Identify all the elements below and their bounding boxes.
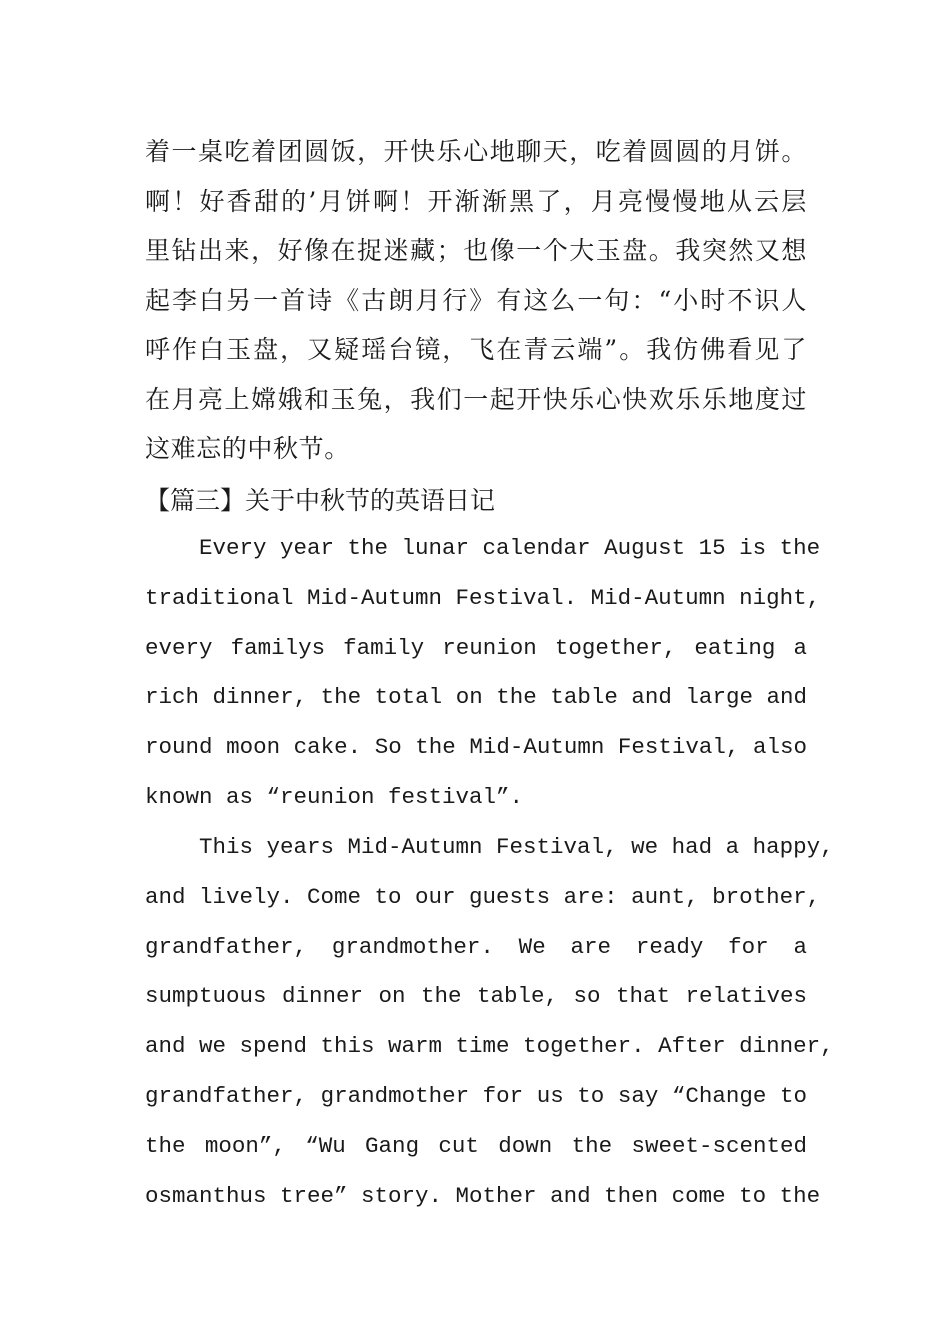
english-paragraph-2 [145,823,834,1221]
paragraph-line: the moon”, “Wu Gang cut down the sweet-scented [145,1132,807,1159]
paragraph-line: grandfather, grandmother. We are ready for a [145,933,807,960]
section-heading: 【篇三】关于中秋节的英语日记 [145,486,496,515]
paragraph-line: Every year the lunar calendar August 15 is the [199,535,821,561]
english-paragraph-1 [145,524,821,823]
chinese-paragraph [145,127,807,474]
paragraph-line: 起李白另一首诗《古朗月行》有这么一句：“小时不识人 [145,285,807,315]
paragraph-line: osmanthus tree” story. Mother and then come to the [145,1182,821,1209]
paragraph-line: grandfather, grandmother for us to say “Change to [145,1082,807,1109]
paragraph-line: 在月亮上嫦娥和玉兔，我们一起开快乐心快欢乐乐地度过 [145,384,807,414]
paragraph-line: 着一桌吃着团圆饭，开快乐心地聊天，吃着圆圆的月饼。 [145,137,807,166]
paragraph-line: every familys family reunion together, eating a [145,634,807,661]
paragraph-line: and lively. Come to our guests are: aunt, brother, [145,883,821,910]
paragraph-line: 呼作白玉盘，又疑瑶台镜，飞在青云端”。我仿佛看见了 [145,335,807,364]
paragraph-line: and we spend this warm time together. After dinner, [145,1033,834,1060]
paragraph-line: 啊！好香甜的’月饼啊！开渐渐黑了，月亮慢慢地从云层 [145,186,807,216]
paragraph-line: rich dinner, the total on the table and large and [145,684,807,711]
paragraph-line: 里钻出来，好像在捉迷藏；也像一个大玉盘。我突然又想 [145,236,807,265]
paragraph-line: traditional Mid-Autumn Festival. Mid-Autumn night, [145,584,821,611]
paragraph-line: known as “reunion festival”. [145,783,524,810]
paragraph-line: sumptuous dinner on the table, so that relatives [145,983,807,1010]
paragraph-line: round moon cake. So the Mid-Autumn Festival, also [145,734,807,761]
paragraph-line: 这难忘的中秋节。 [145,434,350,463]
paragraph-line: This years Mid-Autumn Festival, we had a happy, [199,834,834,860]
